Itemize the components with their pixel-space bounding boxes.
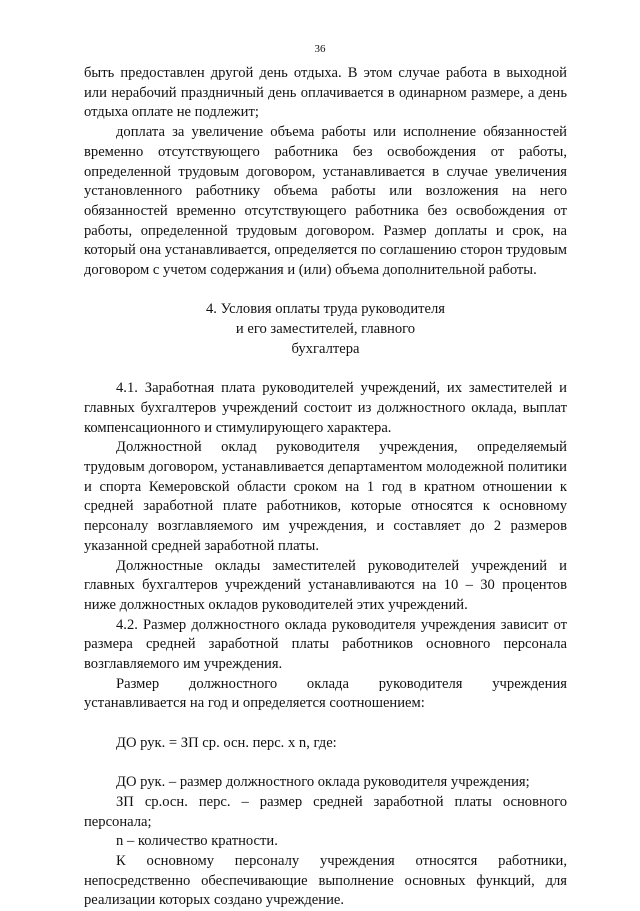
section-heading-line: 4. Условия оплаты труда руководителя: [206, 301, 445, 318]
definition-item: ЗП ср.осн. перс. – размер средней заработной платы основного персонала;: [84, 793, 567, 830]
paragraph-head-salary: Должностной оклад руководителя учреждения, определяемый трудовым договором, устанавливается департаментом молодежной политики и спорта Кемеровской области сроком на 1 год в кратном отношении к средней заработной плате работников, которые относятся к основному персоналу возглавляемого им учреждения, и составляет до 2 размеров указанной средней заработной платы.: [84, 439, 567, 554]
document-body: [84, 64, 567, 911]
paragraph-deputy-salary: Должностные оклады заместителей руководителей учреждений и главных бухгалтеров учреждений устанавливаются на 10 – 30 процентов ниже должностных окладов руководителей этих учреждений.: [84, 557, 567, 613]
spacer: [84, 714, 567, 734]
spacer: [84, 281, 567, 301]
section-heading-line: и его заместителей, главного: [235, 321, 416, 338]
spacer: [84, 754, 567, 774]
salary-formula: ДО рук. = ЗП ср. осн. перс. х n, где:: [116, 734, 337, 751]
paragraph-additional-pay: доплата за увеличение объема работы или исполнение обязанностей временно отсутствующего работника без освобождения от работы, определенной трудовым договором, устанавливается в случае увеличения установленного работнику объема работы или возложения на него обязанностей временно отсутствующего работника без освобождения от работы, определенной трудовым договором. Размер доплаты и срок, на который она устанавливается, определяется по соглашению сторон трудовым договором с учетом содержания и (или) объема дополнительной работы.: [84, 124, 567, 279]
definition-item: n – количество кратности.: [116, 833, 278, 850]
definition-item: ДО рук. – размер должностного оклада руководителя учреждения;: [116, 774, 530, 791]
paragraph-core-staff: К основному персоналу учреждения относятся работники, непосредственно обеспечивающие выполнение основных функций, для реализации которых создано учреждение.: [84, 853, 567, 909]
paragraph-4-1: 4.1. Заработная плата руководителей учреждений, их заместителей и главных бухгалтеров учреждений состоит из должностного оклада, выплат компенсационного и стимулирующего характера.: [84, 380, 567, 436]
paragraph-continuation: быть предоставлен другой день отдыха. В этом случае работа в выходной или нерабочий праздничный день оплачивается в одинарном размере, а день отдыха оплате не подлежит;: [84, 65, 567, 121]
paragraph-4-2: 4.2. Размер должностного оклада руководителя учреждения зависит от размера средней заработной платы работников основного персонала возглавляемого им учреждения.: [84, 616, 567, 673]
section-heading: [84, 300, 567, 359]
page-number: 36: [314, 43, 326, 55]
section-heading-line: бухгалтера: [291, 340, 360, 357]
spacer: [84, 360, 567, 380]
paragraph-salary-ratio: Размер должностного оклада руководителя учреждения устанавливается на год и определяется соотношением:: [84, 675, 567, 712]
